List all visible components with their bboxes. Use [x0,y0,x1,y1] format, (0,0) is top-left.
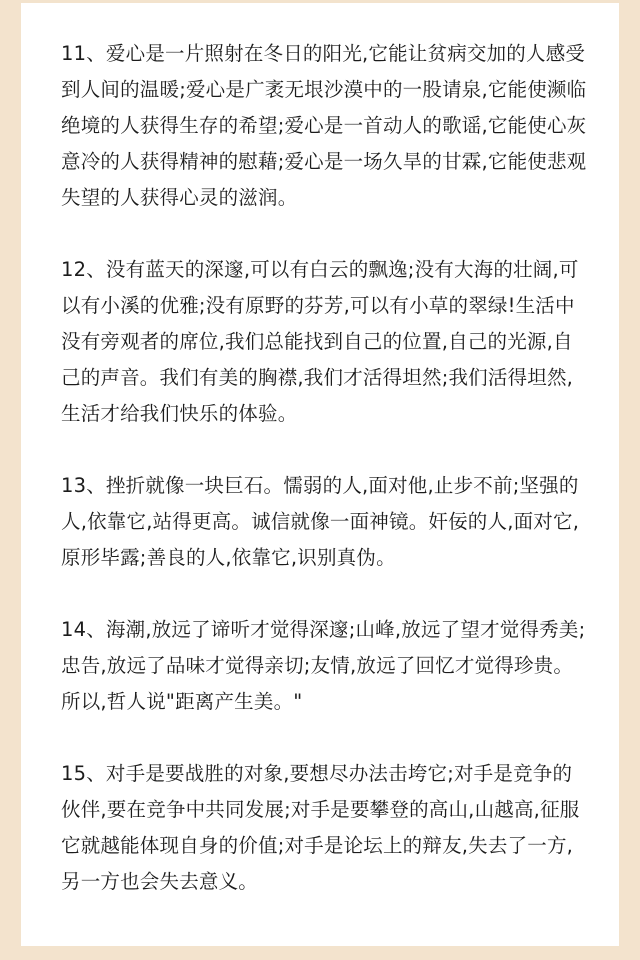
paragraph-11: 11、爱心是一片照射在冬日的阳光,它能让贫病交加的人感受到人间的温暖;爱心是广袤无垠沙漠中的一股请泉,它能使濒临绝境的人获得生存的希望;爱心是一首动人的歌谣,它能使心灰意冷的人获得精神的慰藉;爱心是一场久旱的甘霖,它能使悲观失望的人获得心灵的滋润。 [61,42,587,209]
paragraph-14: 14、海潮,放远了谛听才觉得深邃;山峰,放远了望才觉得秀美;忠告,放远了品味才觉得亲切;友情,放远了回忆才觉得珍贵。所以,哲人说"距离产生美。" [61,618,586,713]
paragraph-15: 15、对手是要战胜的对象,要想尽办法击垮它;对手是竞争的伙伴,要在竞争中共同发展;对手是要攀登的高山,山越高,征服它就越能体现自身的价值;对手是论坛上的辩友,失去了一方,另一方也会失去意义。 [61,762,580,893]
paragraph-12: 12、没有蓝天的深邃,可以有白云的飘逸;没有大海的壮阔,可以有小溪的优雅;没有原野的芬芳,可以有小草的翠绿!生活中没有旁观者的席位,我们总能找到自己的位置,自己的光源,自己的声音。我们有美的胸襟,我们才活得坦然;我们活得坦然,生活才给我们快乐的体验。 [61,258,579,425]
paragraph-13: 13、挫折就像一块巨石。懦弱的人,面对他,止步不前;坚强的人,依靠它,站得更高。诚信就像一面神镜。奸佞的人,面对它,原形毕露;善良的人,依靠它,识别真伪。 [61,474,580,569]
article-card [21,3,619,946]
